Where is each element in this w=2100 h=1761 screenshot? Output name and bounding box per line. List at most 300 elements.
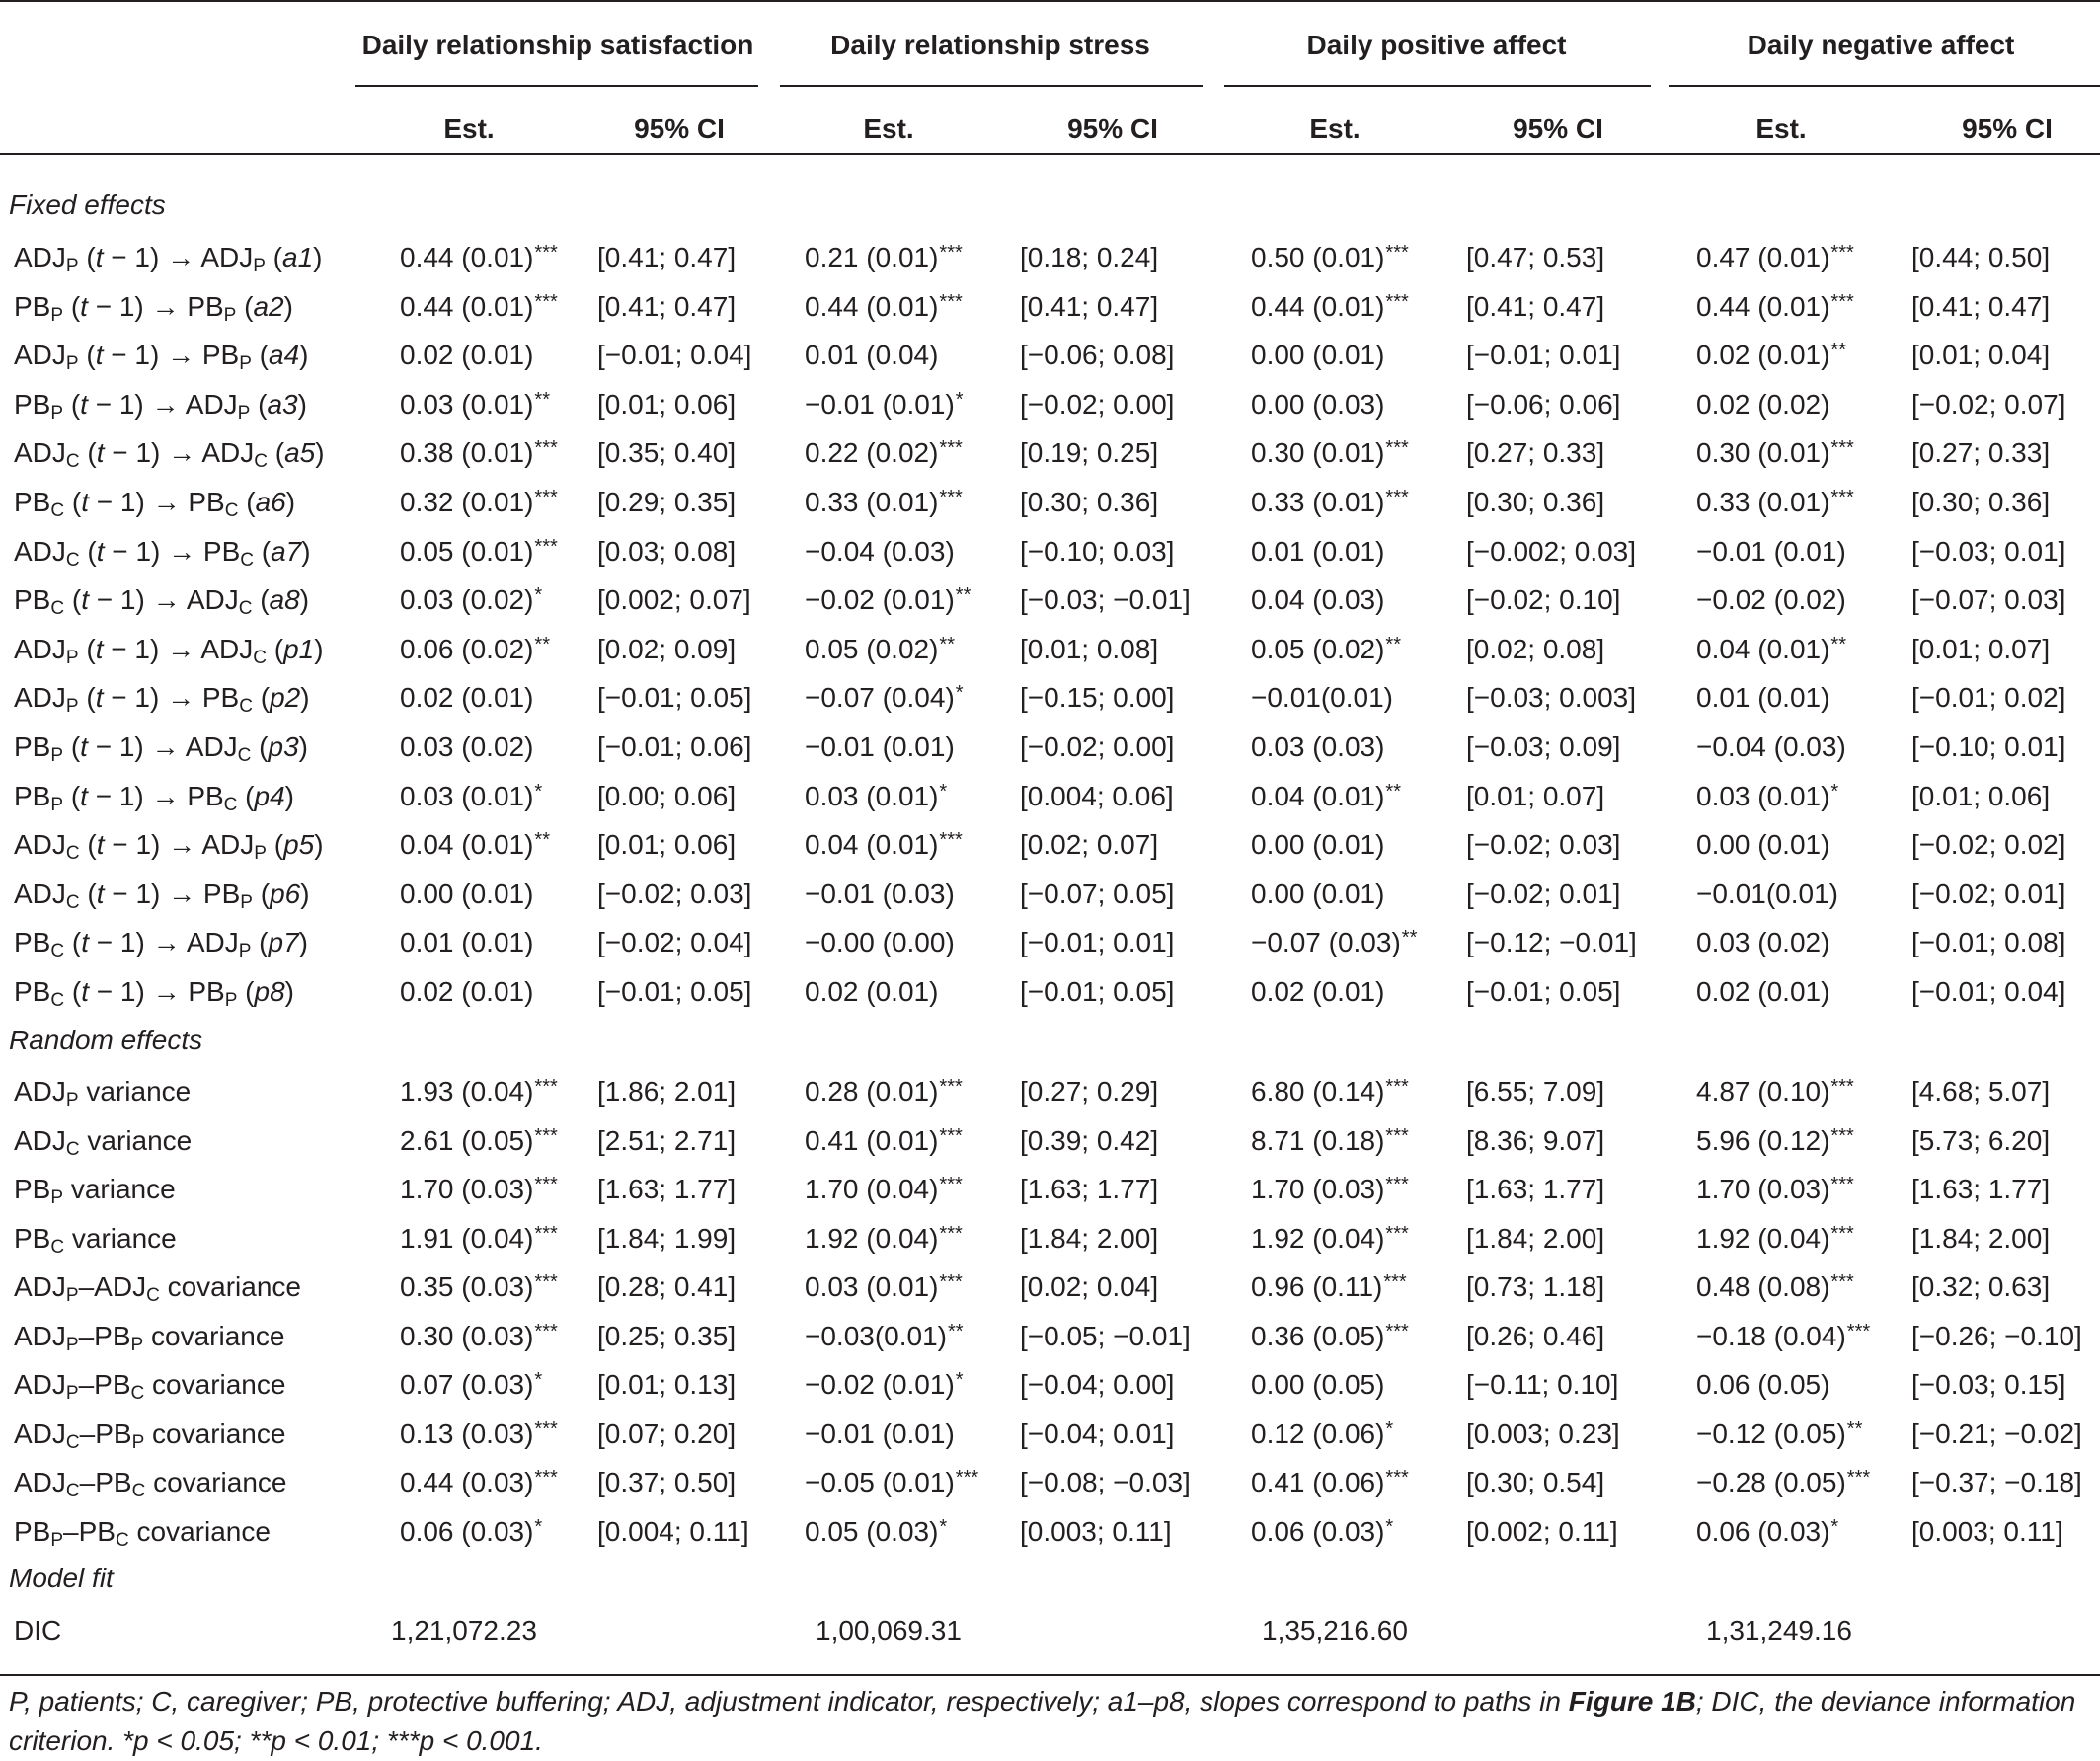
- ci-value: [0.01; 0.06]: [597, 388, 737, 420]
- significance-stars: ***: [534, 437, 558, 460]
- significance-stars: ***: [1846, 1467, 1871, 1489]
- significance-stars: **: [534, 633, 550, 655]
- ci-value: [2.51; 2.71]: [597, 1124, 737, 1156]
- significance-stars: ***: [939, 1124, 963, 1147]
- group-title-negative-affect: Daily negative affect: [1747, 30, 2015, 60]
- ci-value: [−0.01; 0.01]: [1466, 340, 1621, 371]
- significance-stars: *: [534, 780, 543, 803]
- ci-value: [−0.08; −0.03]: [1020, 1467, 1191, 1497]
- estimate-value: 0.06 (0.02)**: [400, 633, 550, 664]
- significance-stars: ***: [939, 1271, 963, 1293]
- subscript: P: [65, 647, 79, 668]
- estimate-value: 0.05 (0.02)**: [1251, 633, 1401, 664]
- ci-value: [8.36; 9.07]: [1466, 1124, 1605, 1156]
- estimate-value: 8.71 (0.18)***: [1251, 1124, 1409, 1156]
- subscript: P: [65, 1334, 79, 1355]
- estimate-value: 0.01 (0.04): [805, 340, 939, 371]
- table-row: [0, 478, 2100, 527]
- table-row: [0, 673, 2100, 723]
- estimate-value: 0.06 (0.03)*: [1251, 1515, 1394, 1547]
- ci-value: [−0.02; 0.07]: [1911, 388, 2066, 420]
- subscript: C: [50, 990, 65, 1011]
- ci-value: [1.86; 2.01]: [597, 1076, 737, 1107]
- subscript: C: [65, 451, 80, 473]
- ci-value: [−0.01; 0.04]: [597, 340, 752, 371]
- time-index: t: [80, 290, 88, 322]
- row-label: $PB_P$ $(t - 1) \to ADJ_P$ (a3): [14, 388, 307, 423]
- ci-value: [−0.03; −0.01]: [1020, 584, 1191, 616]
- subscript: C: [240, 549, 254, 571]
- significance-stars: ***: [534, 487, 558, 508]
- estimate-value: 0.01 (0.01): [1251, 535, 1385, 567]
- estimate-value: 0.02 (0.02): [1696, 388, 1830, 420]
- row-label: $PB_C$ $(t - 1) \to ADJ_P$ (p7): [14, 927, 308, 962]
- ci-value: [0.41; 0.47]: [1020, 290, 1159, 322]
- subscript: C: [146, 1285, 160, 1306]
- significance-stars: ***: [1385, 1124, 1409, 1147]
- row-label: $ADJ_P-ADJ_C$ covariance: [14, 1271, 301, 1306]
- significance-stars: **: [534, 829, 550, 852]
- section-model-fit: Model fit: [9, 1563, 114, 1593]
- significance-stars: **: [1830, 633, 1846, 655]
- time-index: t: [96, 878, 105, 909]
- table-row: [0, 1263, 2100, 1312]
- estimate-value: −0.01 (0.01): [805, 731, 955, 762]
- table-row: [0, 723, 2100, 772]
- significance-stars: **: [1385, 780, 1401, 803]
- estimate-value: 0.00 (0.05): [1251, 1369, 1385, 1400]
- ci-value: [0.003; 0.11]: [1020, 1515, 1172, 1547]
- table-row: [0, 918, 2100, 967]
- time-index: t: [80, 780, 88, 811]
- estimate-value: 4.87 (0.10)***: [1696, 1076, 1854, 1107]
- time-index: t: [81, 487, 89, 517]
- col-header-ci: 95% CI: [634, 114, 725, 144]
- estimate-value: 0.04 (0.01)**: [1251, 780, 1401, 811]
- ci-value: [−0.01; 0.05]: [1466, 976, 1621, 1007]
- subscript: C: [223, 794, 238, 815]
- ci-value: [0.18; 0.24]: [1020, 242, 1159, 272]
- ci-value: [−0.01; 0.08]: [1911, 927, 2066, 958]
- ci-value: [−0.02; 0.01]: [1466, 878, 1621, 909]
- ci-value: [0.01; 0.04]: [1911, 340, 2051, 371]
- significance-stars: ***: [1385, 242, 1409, 264]
- subscript: C: [254, 451, 268, 473]
- ci-value: [0.30; 0.36]: [1466, 487, 1605, 517]
- subscript: P: [50, 1529, 64, 1551]
- estimate-value: 0.48 (0.08)***: [1696, 1271, 1854, 1302]
- ci-value: [0.01; 0.06]: [1911, 780, 2051, 811]
- ci-value: [−0.07; 0.03]: [1911, 584, 2066, 616]
- estimate-value: 5.96 (0.12)***: [1696, 1124, 1854, 1156]
- path-label: a3: [267, 388, 298, 420]
- subscript: C: [65, 1481, 80, 1501]
- ci-value: [−0.21; −0.02]: [1911, 1417, 2082, 1449]
- estimate-value: 1.70 (0.03)***: [1696, 1174, 1854, 1204]
- row-label: $ADJ_P$ $(t - 1) \to PB_P$ (a4): [14, 340, 309, 375]
- estimate-value: 0.22 (0.02)***: [805, 437, 963, 469]
- estimate-value: 0.12 (0.06)*: [1251, 1417, 1394, 1449]
- path-label: p1: [283, 633, 315, 664]
- ci-value: [0.01; 0.08]: [1020, 633, 1159, 664]
- ci-value: [−0.02; 0.02]: [1911, 829, 2066, 861]
- time-index: t: [95, 633, 104, 664]
- time-index: t: [81, 584, 89, 616]
- subscript: P: [50, 794, 64, 815]
- row-label: $ADJ_C$ $(t - 1) \to PB_P$ (p6): [14, 878, 310, 913]
- significance-stars: ***: [1383, 1271, 1407, 1293]
- row-label: $ADJ_C-PB_P$ covariance: [14, 1417, 286, 1453]
- ci-value: [−0.37; −0.18]: [1911, 1467, 2082, 1497]
- ci-value: [0.02; 0.09]: [597, 633, 737, 664]
- ci-value: [−0.02; 0.04]: [597, 927, 752, 958]
- significance-stars: ***: [534, 290, 558, 313]
- table-row: [0, 233, 2100, 282]
- significance-stars: *: [534, 1515, 543, 1538]
- subscript: P: [50, 402, 64, 423]
- significance-stars: **: [1401, 927, 1418, 950]
- subscript: C: [65, 1138, 80, 1160]
- ci-value: [0.003; 0.23]: [1466, 1417, 1620, 1449]
- ci-value: [0.02; 0.07]: [1020, 829, 1159, 861]
- footnote-text: ; DIC, the deviance information criterion. *p < 0.05; **p < 0.01; ***p < 0.001.: [9, 1686, 2076, 1756]
- subscript: P: [237, 402, 251, 423]
- ci-value: [0.004; 0.11]: [597, 1515, 749, 1547]
- ci-value: [−0.02; 0.03]: [597, 878, 752, 909]
- estimate-value: 0.04 (0.01)**: [400, 829, 550, 861]
- table-row: [0, 1116, 2100, 1166]
- table-row: [0, 282, 2100, 332]
- table-top-rule: [0, 0, 2100, 2]
- significance-stars: ***: [1830, 1124, 1854, 1147]
- row-label: $ADJ_C-PB_C$ covariance: [14, 1467, 287, 1501]
- estimate-value: 0.04 (0.01)**: [1696, 633, 1846, 664]
- estimate-value: 0.02 (0.01): [400, 976, 534, 1007]
- estimate-value: −0.02 (0.01)**: [805, 584, 972, 616]
- table-row: [0, 1312, 2100, 1361]
- col-header-ci: 95% CI: [1513, 114, 1603, 144]
- estimate-value: 0.41 (0.01)***: [805, 1124, 963, 1156]
- significance-stars: **: [948, 1320, 964, 1342]
- path-label: a5: [284, 437, 316, 469]
- estimate-value: −0.07 (0.03)**: [1251, 927, 1418, 958]
- subscript: C: [253, 647, 267, 668]
- significance-stars: ***: [1830, 437, 1854, 460]
- subscript: P: [223, 304, 237, 326]
- estimate-value: 0.28 (0.01)***: [805, 1076, 963, 1107]
- estimate-value: 0.03 (0.01)*: [805, 780, 948, 811]
- path-label: p3: [268, 731, 299, 762]
- significance-stars: ***: [534, 1320, 558, 1342]
- significance-stars: ***: [1385, 1222, 1409, 1245]
- estimate-value: 0.07 (0.03)*: [400, 1369, 543, 1400]
- ci-value: [0.07; 0.20]: [597, 1417, 737, 1449]
- ci-value: [−0.02; 0.00]: [1020, 388, 1175, 420]
- estimate-value: 0.03 (0.01)*: [400, 780, 543, 811]
- significance-stars: *: [955, 682, 964, 705]
- time-index: t: [80, 388, 88, 420]
- ci-value: [−0.01; 0.05]: [597, 682, 752, 714]
- ci-value: [0.25; 0.35]: [597, 1320, 737, 1351]
- path-label: p6: [270, 878, 301, 909]
- significance-stars: ***: [534, 242, 558, 264]
- significance-stars: ***: [939, 1076, 963, 1098]
- subscript: P: [254, 843, 267, 865]
- subscript: C: [224, 500, 239, 521]
- estimate-value: −0.03(0.01)**: [805, 1320, 964, 1351]
- estimate-value: 0.01 (0.01): [400, 927, 534, 958]
- path-label: a7: [271, 535, 302, 567]
- estimate-value: 0.00 (0.01): [1251, 829, 1385, 861]
- estimate-value: 0.06 (0.03)*: [1696, 1515, 1839, 1547]
- subscript: C: [115, 1529, 129, 1551]
- ci-value: [−0.11; 0.10]: [1466, 1369, 1619, 1400]
- estimate-value: 0.02 (0.01): [400, 682, 534, 714]
- ci-value: [−0.03; 0.15]: [1911, 1369, 2066, 1400]
- estimate-value: −0.01 (0.01): [1696, 535, 1846, 567]
- significance-stars: ***: [534, 1076, 558, 1098]
- estimate-value: −0.00 (0.00): [805, 927, 955, 958]
- row-label: $PB_C$ $(t - 1) \to PB_P$ (p8): [14, 976, 294, 1011]
- ci-value: [−0.02; 0.03]: [1466, 829, 1621, 861]
- significance-stars: ***: [939, 290, 963, 313]
- col-header-est: Est.: [1309, 114, 1361, 144]
- subscript: C: [237, 745, 252, 766]
- time-index: t: [96, 437, 105, 469]
- subscript: C: [50, 598, 65, 620]
- table-row: [0, 870, 2100, 919]
- estimate-value: 0.04 (0.01)***: [805, 829, 963, 861]
- subscript: P: [238, 941, 252, 962]
- estimate-value: 0.21 (0.01)***: [805, 242, 963, 272]
- estimate-value: 1.92 (0.04)***: [1251, 1222, 1409, 1254]
- estimate-value: 0.33 (0.01)***: [805, 487, 963, 517]
- ci-value: [−0.05; −0.01]: [1020, 1320, 1191, 1351]
- estimate-value: 0.41 (0.06)***: [1251, 1467, 1409, 1497]
- significance-stars: **: [1830, 340, 1846, 362]
- significance-stars: ***: [1846, 1320, 1871, 1342]
- row-label: $ADJ_C$ $(t - 1) \to ADJ_C$ (a5): [14, 437, 325, 473]
- ci-value: [0.28; 0.41]: [597, 1271, 737, 1302]
- ci-value: [0.39; 0.42]: [1020, 1124, 1159, 1156]
- estimate-value: 0.06 (0.03)*: [400, 1515, 543, 1547]
- time-index: t: [95, 242, 104, 272]
- ci-value: [0.32; 0.63]: [1911, 1271, 2051, 1302]
- ci-value: [−0.02; 0.01]: [1911, 878, 2066, 909]
- ci-value: [0.01; 0.07]: [1911, 633, 2051, 664]
- ci-value: [6.55; 7.09]: [1466, 1076, 1605, 1107]
- subscript: C: [50, 941, 65, 962]
- subscript: P: [240, 891, 253, 913]
- ci-value: [−0.07; 0.05]: [1020, 878, 1175, 909]
- row-label: $ADJ_P$ $(t - 1) \to ADJ_P$ (a1): [14, 242, 323, 276]
- ci-value: [−0.01; 0.01]: [1020, 927, 1175, 958]
- estimate-value: 0.00 (0.01): [1696, 829, 1830, 861]
- estimate-value: 0.30 (0.01)***: [1696, 437, 1854, 469]
- ci-value: [−0.02; 0.00]: [1020, 731, 1175, 762]
- estimate-value: 1.70 (0.03)***: [400, 1174, 558, 1204]
- col-header-est: Est.: [1755, 114, 1807, 144]
- significance-stars: *: [955, 1369, 964, 1391]
- subscript: C: [65, 1431, 80, 1453]
- time-index: t: [81, 927, 89, 958]
- significance-stars: **: [1846, 1417, 1863, 1440]
- footnote-text: P, patients; C, caregiver; PB, protective buffering; ADJ, adjustment indicator, respectively; a1–p8, slopes correspond to paths in: [9, 1686, 1569, 1717]
- subscript: P: [65, 353, 79, 375]
- significance-stars: ***: [1385, 1467, 1409, 1489]
- ci-value: [1.63; 1.77]: [1020, 1174, 1159, 1204]
- estimate-value: 2.61 (0.05)***: [400, 1124, 558, 1156]
- estimate-value: 0.44 (0.01)***: [805, 290, 963, 322]
- estimate-value: 0.05 (0.02)**: [805, 633, 955, 664]
- estimate-value: 0.03 (0.03): [1251, 731, 1385, 762]
- estimate-value: 6.80 (0.14)***: [1251, 1076, 1409, 1107]
- estimate-value: 1.70 (0.04)***: [805, 1174, 963, 1204]
- significance-stars: **: [955, 584, 972, 607]
- significance-stars: ***: [1830, 1174, 1854, 1195]
- row-label: $ADJ_C$ variance: [14, 1124, 193, 1160]
- ci-value: [−0.01; 0.06]: [597, 731, 752, 762]
- significance-stars: **: [534, 388, 550, 411]
- ci-value: [0.00; 0.06]: [597, 780, 737, 811]
- ci-value: [4.68; 5.07]: [1911, 1076, 2051, 1107]
- ci-value: [−0.02; 0.10]: [1466, 584, 1621, 616]
- estimate-value: 0.44 (0.01)***: [1251, 290, 1409, 322]
- row-label: $PB_P$ $(t - 1) \to ADJ_C$ (p3): [14, 731, 308, 766]
- subscript: P: [130, 1334, 144, 1355]
- ci-value: [−0.06; 0.06]: [1466, 388, 1621, 420]
- subscript: P: [50, 1187, 64, 1208]
- ci-value: [0.02; 0.08]: [1466, 633, 1605, 664]
- subscript: P: [65, 1090, 79, 1110]
- ci-value: [0.004; 0.06]: [1020, 780, 1174, 811]
- estimate-value: −0.01 (0.01)*: [805, 388, 964, 420]
- estimate-value: 0.13 (0.03)***: [400, 1417, 558, 1449]
- col-header-est: Est.: [443, 114, 495, 144]
- ci-value: [0.73; 1.18]: [1466, 1271, 1605, 1302]
- significance-stars: ***: [955, 1467, 979, 1489]
- ci-value: [0.002; 0.07]: [597, 584, 751, 616]
- path-label: p7: [268, 927, 299, 958]
- col-header-est: Est.: [863, 114, 914, 144]
- estimate-value: 0.30 (0.03)***: [400, 1320, 558, 1351]
- table-row: [0, 380, 2100, 429]
- group-underline: [355, 85, 758, 87]
- table-row: [0, 820, 2100, 870]
- significance-stars: ***: [1830, 1271, 1854, 1293]
- ci-value: [−0.10; 0.01]: [1911, 731, 2066, 762]
- ci-value: [−0.03; 0.01]: [1911, 535, 2066, 567]
- ci-value: [−0.03; 0.09]: [1466, 731, 1621, 762]
- ci-value: [0.29; 0.35]: [597, 487, 737, 517]
- estimate-value: 0.03 (0.02)*: [400, 584, 543, 616]
- estimate-value: 0.06 (0.05): [1696, 1369, 1830, 1400]
- ci-value: [1.84; 2.00]: [1466, 1222, 1605, 1254]
- table-row: [0, 527, 2100, 576]
- ci-value: [−0.15; 0.00]: [1020, 682, 1175, 714]
- estimate-value: 0.03 (0.01)**: [400, 388, 550, 420]
- ci-value: [1.84; 2.00]: [1911, 1222, 2051, 1254]
- subscript: P: [253, 256, 266, 276]
- ci-value: [0.27; 0.33]: [1911, 437, 2051, 469]
- estimate-value: 0.03 (0.02): [400, 731, 534, 762]
- ci-value: [0.01; 0.06]: [597, 829, 737, 861]
- row-label: $ADJ_P-PB_C$ covariance: [14, 1369, 286, 1404]
- significance-stars: ***: [939, 242, 963, 264]
- figure-reference: Figure 1B: [1568, 1686, 1696, 1717]
- significance-stars: ***: [939, 1174, 963, 1195]
- time-index: t: [81, 976, 89, 1007]
- estimate-value: 0.01 (0.01): [1696, 682, 1830, 714]
- table-row: [0, 331, 2100, 380]
- significance-stars: ***: [534, 1271, 558, 1293]
- table-row: [0, 575, 2100, 625]
- row-label: $PB_C$ variance: [14, 1222, 177, 1258]
- significance-stars: ***: [939, 437, 963, 460]
- section-fixed-effects: Fixed effects: [9, 190, 166, 220]
- table-row: [0, 967, 2100, 1017]
- dic-value: 1,00,069.31: [816, 1615, 962, 1646]
- path-label: a4: [269, 340, 300, 371]
- estimate-value: 0.02 (0.01): [400, 340, 534, 371]
- time-index: t: [95, 340, 104, 371]
- significance-stars: ***: [1830, 487, 1854, 508]
- subscript: P: [65, 256, 79, 276]
- row-label: $ADJ_P$ $(t - 1) \to ADJ_C$ (p1): [14, 633, 324, 668]
- estimate-value: 0.36 (0.05)***: [1251, 1320, 1409, 1351]
- significance-stars: ***: [1830, 290, 1854, 313]
- ci-value: [1.63; 1.77]: [597, 1174, 737, 1204]
- significance-stars: *: [1830, 780, 1839, 803]
- estimate-value: −0.02 (0.02): [1696, 584, 1846, 616]
- significance-stars: **: [939, 633, 955, 655]
- table-row: [0, 1458, 2100, 1507]
- ci-value: [−0.06; 0.08]: [1020, 340, 1175, 371]
- estimate-value: 0.00 (0.01): [1251, 878, 1385, 909]
- subscript: C: [50, 500, 65, 521]
- section-random-effects: Random effects: [9, 1025, 203, 1055]
- path-label: a8: [269, 584, 300, 616]
- estimate-value: −0.04 (0.03): [805, 535, 955, 567]
- significance-stars: *: [939, 1515, 948, 1538]
- significance-stars: ***: [1385, 1174, 1409, 1195]
- ci-value: [0.30; 0.36]: [1020, 487, 1159, 517]
- subscript: P: [65, 696, 79, 718]
- ci-value: [1.84; 1.99]: [597, 1222, 737, 1254]
- ci-value: [0.01; 0.13]: [597, 1369, 737, 1400]
- ci-value: [0.03; 0.08]: [597, 535, 737, 567]
- ci-value: [0.47; 0.53]: [1466, 242, 1605, 272]
- estimate-value: 0.33 (0.01)***: [1696, 487, 1854, 517]
- row-label: $ADJ_P$ variance: [14, 1076, 192, 1110]
- estimate-value: 0.00 (0.01): [1251, 340, 1385, 371]
- table-row: [0, 428, 2100, 478]
- subscript: P: [239, 353, 252, 375]
- time-index: t: [95, 682, 104, 714]
- estimate-value: 0.47 (0.01)***: [1696, 242, 1854, 272]
- subscript: P: [50, 304, 64, 326]
- ci-value: [−0.10; 0.03]: [1020, 535, 1175, 567]
- row-label: $PB_P$ $(t - 1) \to PB_C$ (p4): [14, 780, 294, 815]
- table-row: [0, 1214, 2100, 1263]
- table-row: [0, 772, 2100, 821]
- estimate-value: −0.04 (0.03): [1696, 731, 1846, 762]
- table-row: [0, 1165, 2100, 1214]
- estimate-value: 1.91 (0.04)***: [400, 1222, 558, 1254]
- row-label: $ADJ_C$ $(t - 1) \to PB_C$ (a7): [14, 535, 311, 571]
- estimate-value: −0.28 (0.05)***: [1696, 1467, 1871, 1497]
- significance-stars: ***: [1830, 242, 1854, 264]
